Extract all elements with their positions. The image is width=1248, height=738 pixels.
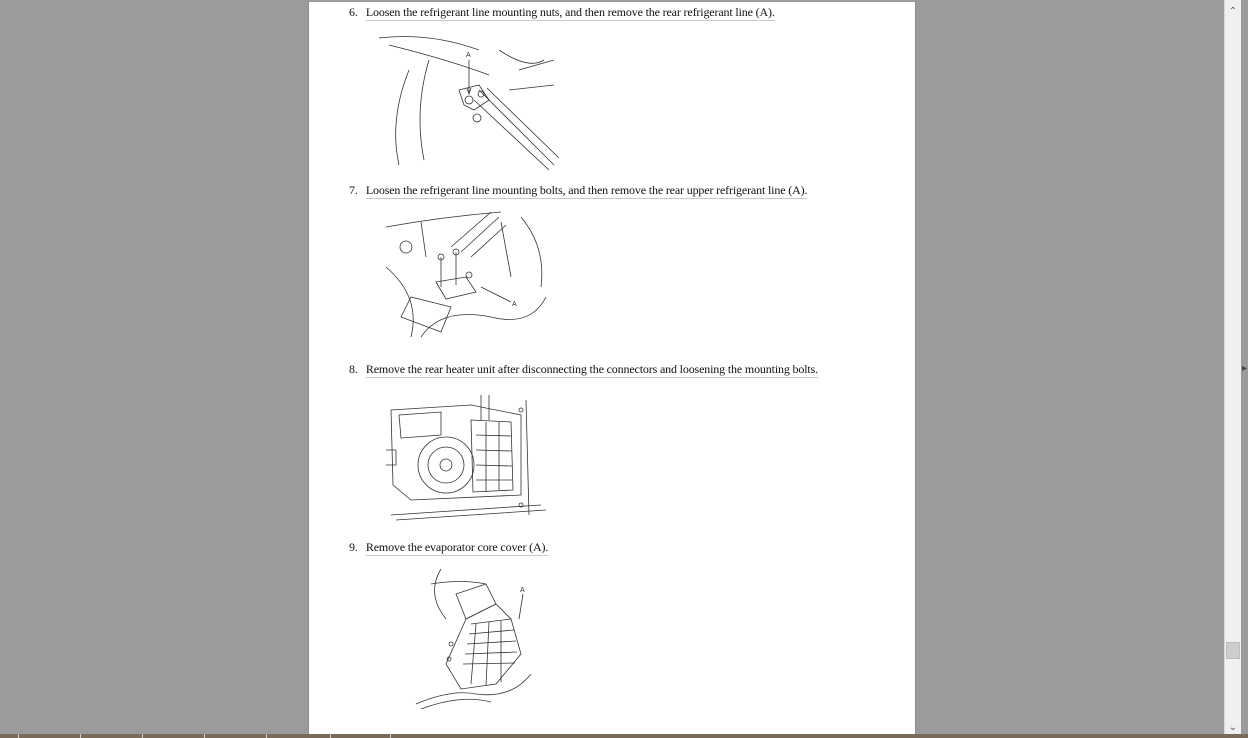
step-8: [349, 362, 818, 377]
figure-rear-upper-refrigerant-line: [381, 207, 551, 347]
chevron-down-icon: ⌄: [1228, 721, 1238, 733]
step-9: [349, 540, 548, 555]
figure-rear-refrigerant-line: [369, 30, 559, 170]
vertical-scrollbar[interactable]: [1224, 0, 1241, 738]
figure-rear-heater-unit: [381, 390, 551, 525]
scrollbar-thumb[interactable]: [1226, 642, 1240, 659]
step-text: Remove the rear heater unit after disconnecting the connectors and loosening the mounting bolts.: [365, 362, 818, 376]
step-7: [349, 183, 807, 198]
step-number: 8.: [349, 362, 358, 376]
step-number: 7.: [349, 183, 358, 197]
document-page: [308, 2, 916, 735]
step-6: [349, 5, 775, 20]
callout-label: A: [512, 301, 517, 308]
chevron-right-icon[interactable]: ▸: [1242, 363, 1248, 374]
callout-label: A: [466, 52, 471, 59]
step-number: 6.: [349, 5, 358, 19]
step-text: Loosen the refrigerant line mounting bolts, and then remove the rear upper refrigerant line (A).: [365, 183, 808, 197]
figure-evaporator-core-cover: [401, 564, 541, 709]
chevron-up-icon: ⌃: [1228, 5, 1238, 17]
step-text: Remove the evaporator core cover (A).: [365, 540, 549, 554]
step-text: Loosen the refrigerant line mounting nuts, and then remove the rear refrigerant line (A).: [365, 5, 775, 19]
bottom-taskbar-strip: [0, 734, 1248, 738]
scroll-up-button[interactable]: [1225, 2, 1241, 20]
step-number: 9.: [349, 540, 358, 554]
callout-label: A: [520, 587, 525, 594]
